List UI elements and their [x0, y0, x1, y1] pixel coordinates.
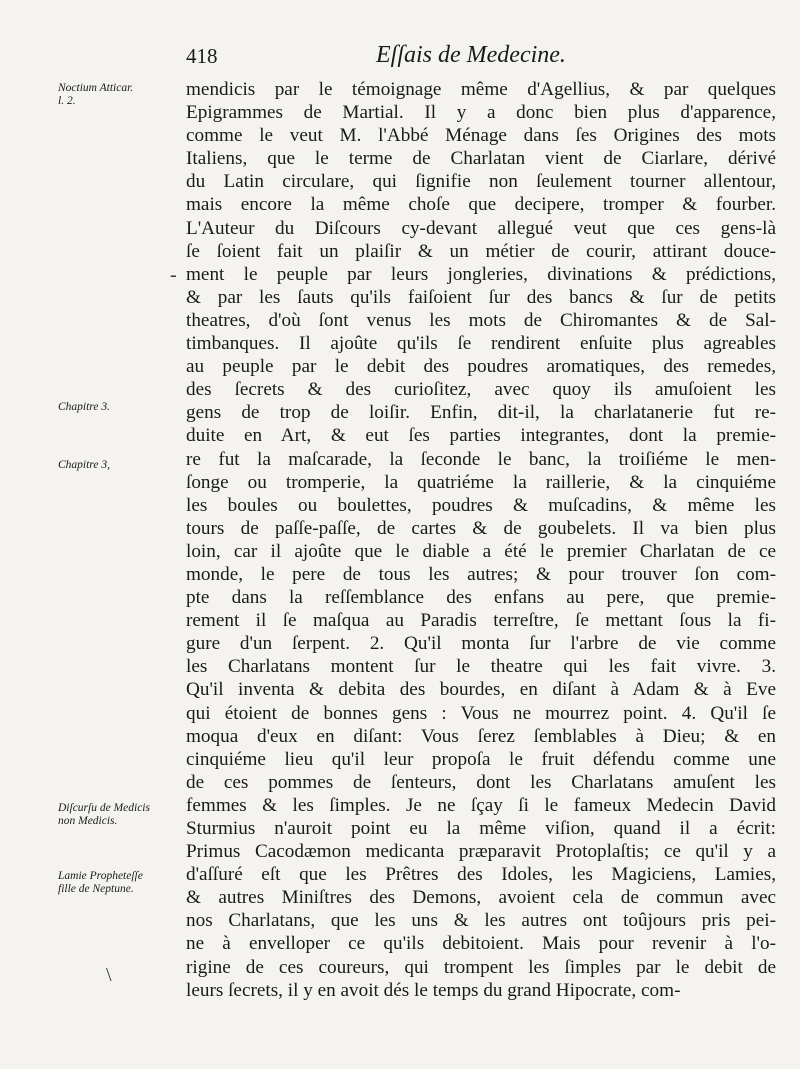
- text-line: L'Auteur du Diſcours cy-devant allegué veut que ces gens-là: [186, 217, 776, 239]
- text-line: duite en Art, & eut ſes parties integrantes, dont la premie-: [186, 425, 776, 447]
- text-line: tours de paſſe-paſſe, de cartes & de goubelets. Il va bien plus: [186, 517, 776, 539]
- margin-note-lamie: [58, 870, 180, 896]
- text-line: les Charlatans montent ſur le theatre qui les fait vivre. 3.: [186, 656, 776, 678]
- text-line: au peuple par le debit des poudres aromatiques, des remedes,: [186, 356, 776, 378]
- text-line: re fut la maſcarade, la ſeconde le banc, la troiſiéme le men-: [186, 448, 776, 470]
- margin-note-line: l. 2.: [58, 95, 76, 107]
- text-line: rigine de ces coureurs, qui trompent les ſimples par le debit de: [186, 956, 776, 978]
- text-line: & autres Miniſtres des Demons, avoient cela de commun avec: [186, 887, 776, 909]
- running-title: Eſſais de Medecine.: [376, 42, 566, 68]
- text-line: leurs ſecrets, il y en avoit dés le temps du grand Hipocrate, com-: [186, 979, 681, 1001]
- text-line: les boules ou boulettes, poudres & muſcadins, & même les: [186, 494, 776, 516]
- text-line: pte dans la reſſemblance des enfans au pere, que premie-: [186, 587, 776, 609]
- text-line: du Latin circulare, qui ſignifie non ſeulement tourner allentour,: [186, 171, 776, 193]
- text-line: d'aſſuré eſt que les Prêtres des Idoles, les Magiciens, Lamies,: [186, 864, 776, 886]
- text-line: gure d'un ſerpent. 2. Qu'il monta ſur l'arbre de vie comme: [186, 633, 776, 655]
- text-line: Primus Cacodæmon medicanta præparavit Protoplaſtis; ce qu'il y a: [186, 841, 776, 863]
- margin-note-line: Chapitre 3.: [58, 401, 110, 413]
- body-text: [186, 78, 776, 1002]
- text-line: rement il ſe maſqua au Paradis terreſtre, ſe mettant ſous la fi-: [186, 610, 776, 632]
- text-line: loin, car il ajoûte que le diable a été le premier Charlatan de ce: [186, 540, 776, 562]
- text-line: qui étoient de bonnes gens : Vous ne mourrez point. 4. Qu'il ſe: [186, 702, 776, 724]
- text-line: comme le veut M. l'Abbé Ménage dans ſes Origines des mots: [186, 125, 776, 147]
- text-line: nos Charlatans, que les uns & les autres ont toûjours pris pei-: [186, 910, 776, 932]
- margin-note-line: Lamie Propheteſſe: [58, 870, 143, 882]
- margin-mark: -: [170, 264, 177, 286]
- margin-note-line: non Medicis.: [58, 815, 118, 827]
- text-line: gens de trop de loiſir. Enfin, dit-il, la charlatanerie fut re-: [186, 402, 776, 424]
- page-number: 418: [186, 44, 218, 68]
- margin-note-noctium: [58, 82, 180, 108]
- margin-mark: \: [106, 964, 112, 986]
- text-line: Epigrammes de Martial. Il y a donc bien plus d'apparence,: [186, 102, 776, 124]
- margin-note-line: fille de Neptune.: [58, 883, 134, 895]
- text-line: ſe ſoient fait un plaiſir & un métier de courir, attirant douce-: [186, 240, 776, 262]
- text-line: ne à envelloper ce qu'ils debitoient. Mais pour revenir à l'o-: [186, 933, 776, 955]
- text-line: de ces pommes de ſenteurs, dont les Charlatans amuſent les: [186, 771, 776, 793]
- text-line: des ſecrets & des curioſitez, avec quoy ils amuſoient les: [186, 379, 776, 401]
- margin-note-line: Diſcurſu de Medicis: [58, 802, 150, 814]
- text-line: & par les ſauts qu'ils faiſoient ſur des bancs & ſur de petits: [186, 286, 776, 308]
- text-line: cinquiéme lieu qu'il leur propoſa le fruit défendu comme une: [186, 748, 776, 770]
- margin-note-discursu: [58, 802, 180, 828]
- text-line: monde, le pere de tous les autres; & pour trouver ſon com-: [186, 563, 776, 585]
- margin-note-line: Noctium Atticar.: [58, 82, 134, 94]
- page-header: [186, 44, 776, 74]
- text-line: moqua d'eux en diſant: Vous ſerez ſemblables à Dieu; & en: [186, 725, 776, 747]
- text-line: femmes & les ſimples. Je ne ſçay ſi le fameux Medecin David: [186, 794, 776, 816]
- text-line: theatres, d'où ſont venus les mots de Chiromantes & de Sal-: [186, 309, 776, 331]
- text-line: mendicis par le témoignage même d'Agellius, & par quelques: [186, 79, 776, 100]
- text-line: mais encore la même choſe que decipere, tromper & fourber.: [186, 194, 776, 216]
- text-line: Italiens, que le terme de Charlatan vient de Ciarlare, dérivé: [186, 148, 776, 170]
- text-line: Sturmius n'auroit point eu la même viſion, quand il a écrit:: [186, 818, 776, 839]
- text-line: ment le peuple par leurs jongleries, divinations & prédictions,: [186, 263, 776, 285]
- text-line: Qu'il inventa & debita des bourdes, en diſant à Adam & à Eve: [186, 679, 776, 701]
- margin-note-chapitre-2: [58, 459, 180, 472]
- margin-note-chapitre-1: [58, 401, 180, 414]
- text-line: ſonge ou tromperie, la quatriéme la raillerie, & la cinquiéme: [186, 471, 776, 493]
- text-line: timbanques. Il ajoûte qu'ils ſe rendirent enſuite plus agreables: [186, 333, 776, 355]
- margin-note-line: Chapitre 3,: [58, 459, 110, 471]
